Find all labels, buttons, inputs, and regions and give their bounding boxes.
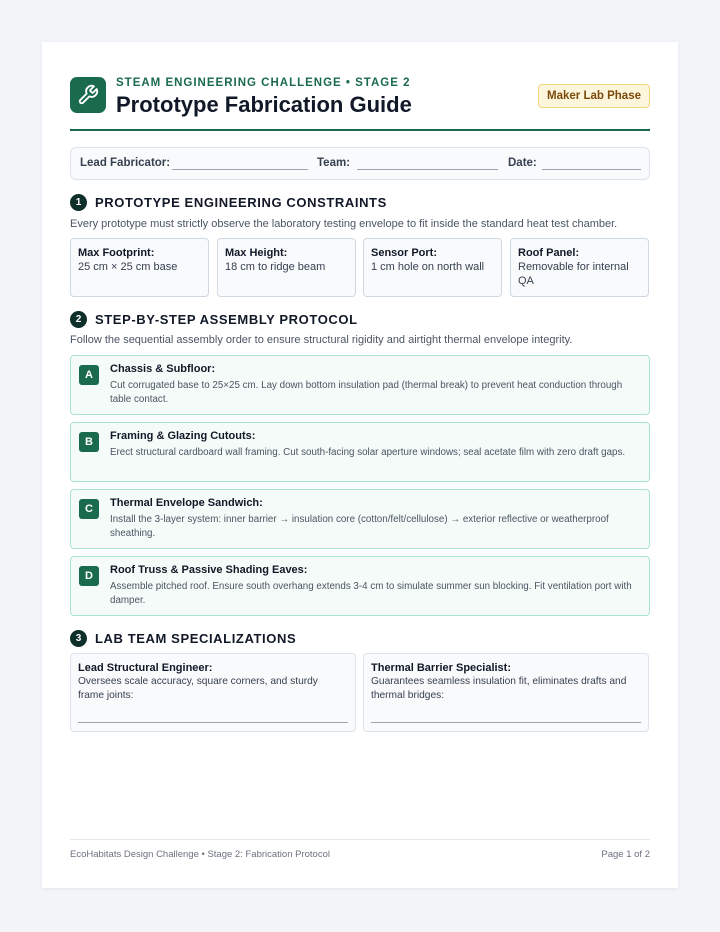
footer-text: EcoHabitats Design Challenge • Stage 2: Fabrication Protocol <box>70 849 330 860</box>
constraint-label: Sensor Port: <box>371 247 438 259</box>
step-description: Erect structural cardboard wall framing. Cut south-facing solar aperture windows; seal acetate film with zero draft gaps. <box>110 447 626 458</box>
constraint-value: 25 cm × 25 cm base <box>78 261 178 273</box>
lead-fabricator-label: Lead Fabricator: <box>80 157 171 169</box>
date-label: Date: <box>508 157 537 169</box>
step-badge: A <box>79 365 99 385</box>
page-title: Prototype Fabrication Guide <box>116 92 412 117</box>
team-label: Team: <box>317 157 351 169</box>
phase-badge: Maker Lab Phase <box>538 84 650 108</box>
document-page <box>42 42 678 888</box>
section-description: Every prototype must strictly observe the laboratory testing envelope to fit inside the standard heat test chamber. <box>70 218 618 230</box>
step-badge: B <box>79 432 99 452</box>
constraint-card <box>217 238 356 297</box>
role-label: Thermal Barrier Specialist: <box>371 662 512 674</box>
page-header <box>70 77 650 131</box>
page-footer <box>70 839 650 861</box>
assembly-step <box>70 489 650 549</box>
lead-fabricator-field[interactable] <box>172 169 308 170</box>
step-description: Cut corrugated base to 25×25 cm. Lay down bottom insulation pad (thermal break) to prevent heat conduction through table contact. <box>110 380 623 405</box>
team-field[interactable] <box>357 169 498 170</box>
constraint-card <box>510 238 649 297</box>
role-name-field[interactable] <box>371 722 641 723</box>
assembly-step <box>70 422 650 482</box>
step-title: Chassis & Subfloor: <box>110 363 216 375</box>
section-number: 1 <box>70 194 87 211</box>
role-label: Lead Structural Engineer: <box>78 662 213 674</box>
section-title: STEP-BY-STEP ASSEMBLY PROTOCOL <box>95 312 358 327</box>
section-title: LAB TEAM SPECIALIZATIONS <box>95 631 297 646</box>
fabricator-info-box <box>70 147 650 180</box>
step-title: Roof Truss & Passive Shading Eaves: <box>110 564 308 576</box>
section-description: Follow the sequential assembly order to ensure structural rigidity and airtight thermal envelope integrity. <box>70 334 573 346</box>
section-constraints-heading <box>70 194 650 212</box>
role-name-field[interactable] <box>78 722 348 723</box>
constraint-value: 1 cm hole on north wall <box>371 261 485 273</box>
constraint-label: Roof Panel: <box>518 247 580 259</box>
wrench-icon <box>70 77 106 113</box>
assembly-step <box>70 556 650 616</box>
step-description: Install the 3-layer system: inner barrier → insulation core (cotton/felt/cellulose) → exterior reflective or weatherproof sheathing. <box>110 514 609 539</box>
step-badge: D <box>79 566 99 586</box>
section-number: 2 <box>70 311 87 328</box>
constraint-card <box>70 238 209 297</box>
step-title: Framing & Glazing Cutouts: <box>110 430 256 442</box>
section-team-heading <box>70 630 650 648</box>
constraint-card <box>363 238 502 297</box>
section-number: 3 <box>70 630 87 647</box>
team-role-card <box>70 653 356 732</box>
header-eyebrow: STEAM ENGINEERING CHALLENGE • STAGE 2 <box>116 77 411 89</box>
role-description: Guarantees seamless insulation fit, eliminates drafts and thermal bridges: <box>371 676 627 701</box>
constraints-grid <box>70 238 650 297</box>
constraint-value: Removable for internal QA <box>518 261 629 287</box>
step-badge: C <box>79 499 99 519</box>
role-description: Oversees scale accuracy, square corners, and sturdy frame joints: <box>78 676 318 701</box>
constraint-label: Max Height: <box>225 247 288 259</box>
page-number: Page 1 of 2 <box>601 849 650 860</box>
constraint-label: Max Footprint: <box>78 247 155 259</box>
assembly-step <box>70 355 650 415</box>
section-title: PROTOTYPE ENGINEERING CONSTRAINTS <box>95 195 387 210</box>
section-assembly-heading <box>70 311 650 329</box>
team-role-card <box>363 653 649 732</box>
date-field[interactable] <box>542 169 641 170</box>
constraint-value: 18 cm to ridge beam <box>225 261 326 273</box>
step-description: Assemble pitched roof. Ensure south overhang extends 3-4 cm to simulate summer sun blocking. Fit ventilation port with damper. <box>110 581 632 606</box>
step-title: Thermal Envelope Sandwich: <box>110 497 263 509</box>
